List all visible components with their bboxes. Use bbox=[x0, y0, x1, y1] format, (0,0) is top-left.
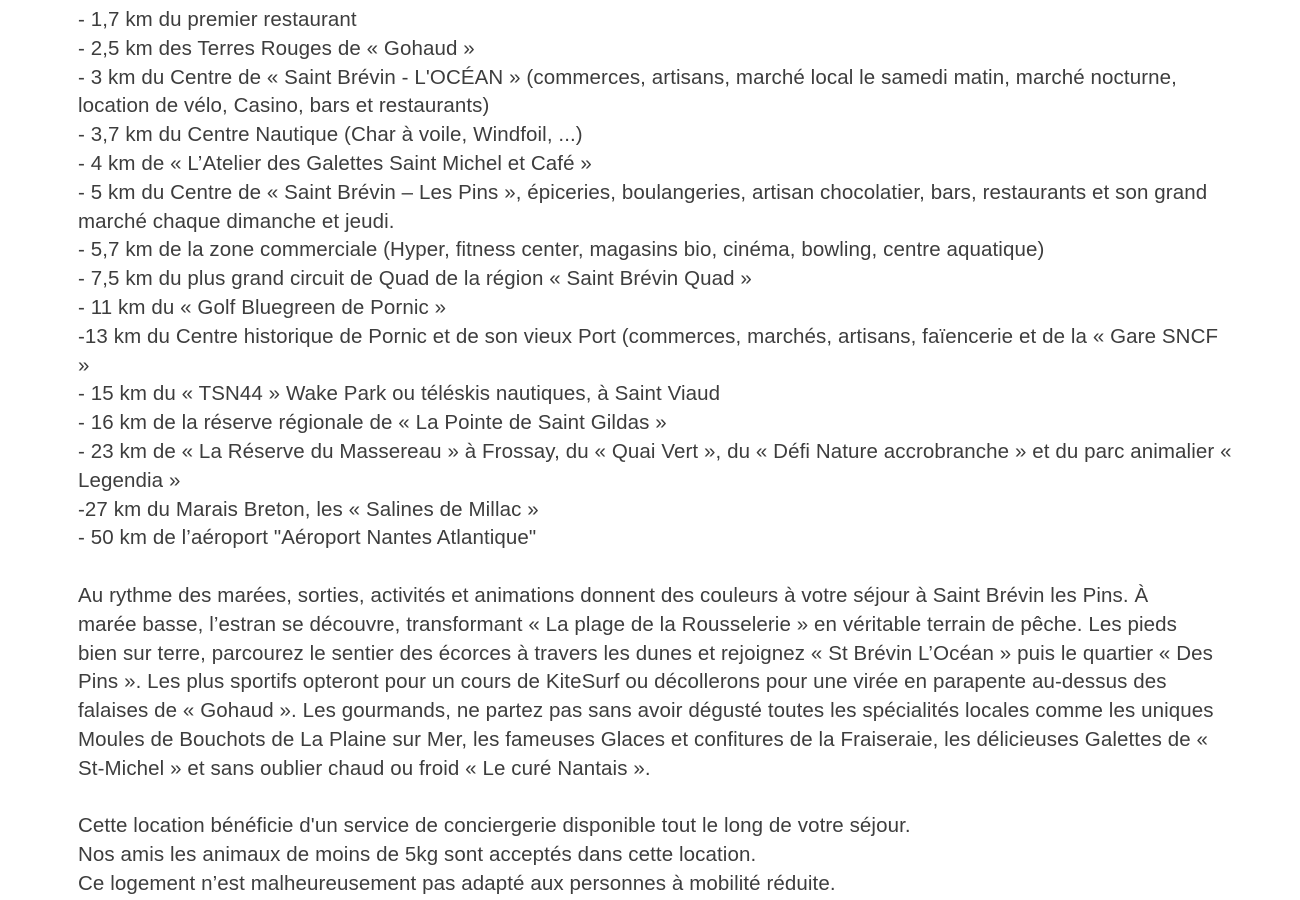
text-line: Nos amis les animaux de moins de 5kg sont acceptés dans cette location. bbox=[78, 843, 757, 867]
text-line: - 1,7 km du premier restaurant bbox=[78, 8, 357, 31]
text-line: - 2,5 km des Terres Rouges de « Gohaud » bbox=[78, 36, 475, 60]
text-line: -27 km du Marais Breton, les « Salines de Millac » bbox=[78, 497, 539, 521]
text-line: - 3,7 km du Centre Nautique (Char à voile, Windfoil, ...) bbox=[78, 123, 583, 147]
text-line: - 5,7 km de la zone commerciale (Hyper, fitness center, magasins bio, cinéma, bowling, centre aquatique) bbox=[78, 238, 1045, 262]
text-line: bien sur terre, parcourez le sentier des écorces à travers les dunes et rejoignez « St Brévin L’Océan » puis le quartier « Des bbox=[78, 641, 1213, 665]
listing-description-text bbox=[78, 6, 1238, 899]
text-line: - 3 km du Centre de « Saint Brévin - L'OCÉAN » (commerces, artisans, marché local le samedi matin, marché nocturne, bbox=[78, 65, 1177, 89]
text-line: location de vélo, Casino, bars et restaurants) bbox=[78, 94, 490, 118]
text-line: Moules de Bouchots de La Plaine sur Mer, les fameuses Glaces et confitures de la Fraiseraie, les délicieuses Galettes de « bbox=[78, 727, 1209, 751]
text-line: Legendia » bbox=[78, 468, 181, 492]
text-line: marée basse, l’estran se découvre, transformant « La plage de la Rousselerie » en véritable terrain de pêche. Les pieds bbox=[78, 612, 1178, 636]
text-line: - 15 km du « TSN44 » Wake Park ou téléskis nautiques, à Saint Viaud bbox=[78, 382, 721, 406]
services-paragraph bbox=[78, 812, 1238, 898]
text-line: Pins ». Les plus sportifs opteront pour un cours de KiteSurf ou décollerons pour une virée en parapente au-dessus des bbox=[78, 670, 1167, 694]
text-line: - 23 km de « La Réserve du Massereau » à Frossay, du « Quai Vert », du « Défi Nature accrobranche » et du parc animalier « bbox=[78, 439, 1232, 463]
text-line: marché chaque dimanche et jeudi. bbox=[78, 209, 395, 233]
tides-paragraph bbox=[78, 582, 1238, 784]
text-line: - 7,5 km du plus grand circuit de Quad de la région « Saint Brévin Quad » bbox=[78, 267, 752, 291]
text-line: Cette location bénéficie d'un service de conciergerie disponible tout le long de votre séjour. bbox=[78, 814, 911, 838]
text-line: - 16 km de la réserve régionale de « La Pointe de Saint Gildas » bbox=[78, 411, 667, 435]
text-line: - 5 km du Centre de « Saint Brévin – Les Pins », épiceries, boulangeries, artisan chocolatier, bars, restaurants et son grand bbox=[78, 180, 1208, 204]
text-line: » bbox=[78, 353, 90, 377]
text-line: - 50 km de l’aéroport "Aéroport Nantes Atlantique" bbox=[78, 526, 537, 550]
text-line: Au rythme des marées, sorties, activités et animations donnent des couleurs à votre séjour à Saint Brévin les Pins. À bbox=[78, 583, 1149, 607]
text-line: Ce logement n’est malheureusement pas adapté aux personnes à mobilité réduite. bbox=[78, 871, 836, 895]
text-line: -13 km du Centre historique de Pornic et de son vieux Port (commerces, marchés, artisans, faïencerie et de la « Gare SNCF bbox=[78, 324, 1219, 348]
text-line: - 4 km de « L’Atelier des Galettes Saint Michel et Café » bbox=[78, 151, 592, 175]
distance-list bbox=[78, 6, 1238, 553]
text-line: falaises de « Gohaud ». Les gourmands, ne partez pas sans avoir dégusté toutes les spécialités locales comme les uniques bbox=[78, 699, 1214, 723]
text-line: St-Michel » et sans oublier chaud ou froid « Le curé Nantais ». bbox=[78, 756, 651, 780]
text-line: - 11 km du « Golf Bluegreen de Pornic » bbox=[78, 295, 447, 319]
